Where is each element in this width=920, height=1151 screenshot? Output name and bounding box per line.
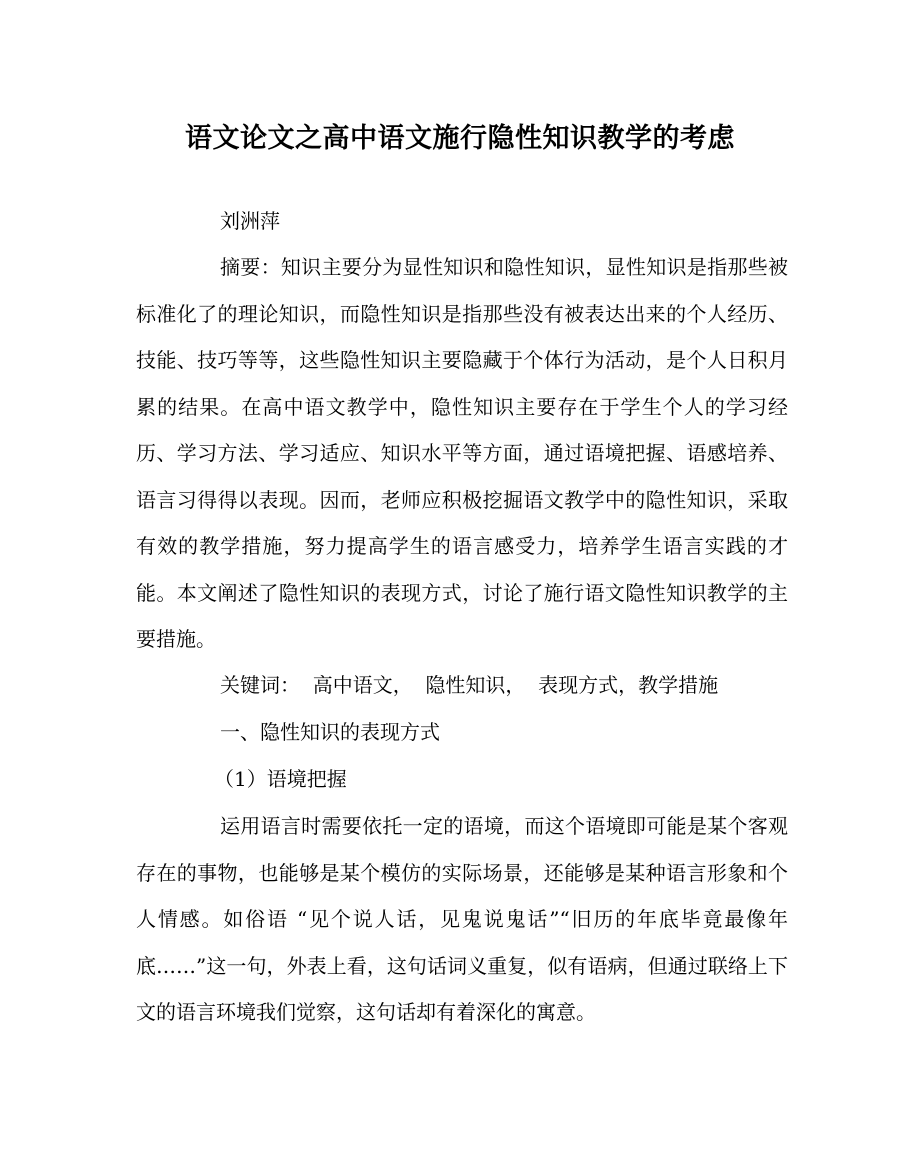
keywords-line: 关键词： 高中语文， 隐性知识， 表现方式，教学措施	[220, 673, 719, 697]
author-name: 刘洲萍	[220, 209, 280, 233]
subsection-heading: （1）语境把握	[214, 767, 347, 791]
section-heading: 一、隐性知识的表现方式	[220, 720, 440, 744]
body-paragraph: 运用语言时需要依托一定的语境，而这个语境即可能是某个客观存在的事物，也能够是某个模仿的实际场景，还能够是某种语言形象和个人情感。如俗语 “见个说人话，见鬼说鬼话”“旧历的年底毕竟最像年底……”这一句，外表上看，这句话词义重复，似有语病，但通过联络上下文的语言环境我们觉察，这句话却有着深化的寓意。	[136, 814, 788, 1024]
document-title: 语文论文之高中语文施行隐性知识教学的考虑	[185, 123, 735, 154]
abstract-paragraph: 摘要：知识主要分为显性知识和隐性知识，显性知识是指那些被标准化了的理论知识，而隐性知识是指那些没有被表达出来的个人经历、技能、技巧等等，这些隐性知识主要隐藏于个体行为活动，是个人日积月累的结果。在高中语文教学中，隐性知识主要存在于学生个人的学习经历、学习方法、学习适应、知识水平等方面，通过语境把握、语感培养、语言习得得以表现。因而，老师应积极挖掘语文教学中的隐性知识，采取有效的教学措施，努力提高学生的语言感受力，培养学生语言实践的才能。本文阐述了隐性知识的表现方式，讨论了施行语文隐性知识教学的主要措施。	[136, 255, 788, 651]
